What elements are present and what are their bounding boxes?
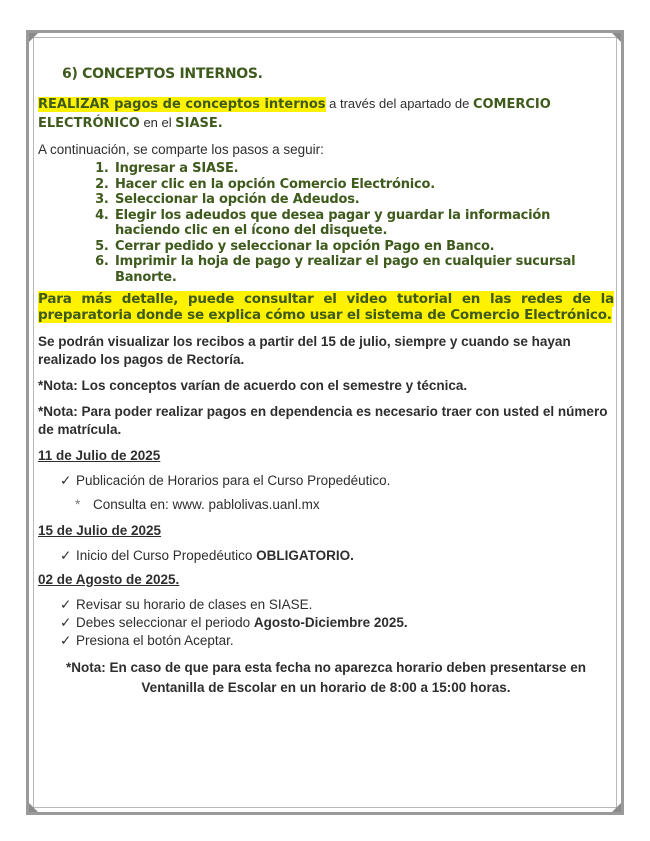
matricula-note: *Nota: Para poder realizar pagos en dependencia es necesario traer con usted el número de matrícula. (38, 404, 608, 437)
highlighted-text: REALIZAR pagos de conceptos internos (38, 97, 326, 112)
step-item: 4. Elegir los adeudos que desea pagar y guardar la información haciendo clic en el ícono del disquete. (113, 208, 614, 239)
step-item: 3. Seleccionar la opción de Adeudos. (113, 192, 614, 208)
step-item: 1. Ingresar a SIASE. (113, 161, 614, 177)
step-item: 2. Hacer clic en la opción Comercio Electrónico. (113, 177, 614, 193)
checklist-item: ✓ Inicio del Curso Propedéutico OBLIGATORIO. (60, 548, 354, 563)
corner-ornament-icon (29, 803, 38, 812)
date-heading: 11 de Julio de 2025 (38, 448, 161, 463)
sub-item: * Consulta en: www. pablolivas.uanl.mx (75, 497, 320, 512)
checkmark-icon: ✓ (60, 633, 72, 648)
checklist (38, 472, 614, 490)
asterisk-icon: * (75, 497, 81, 512)
document-content (38, 66, 614, 698)
section-heading: 6) CONCEPTOS INTERNOS. (62, 66, 263, 82)
steps-list (38, 161, 614, 285)
corner-ornament-icon (612, 33, 621, 42)
checkmark-icon: ✓ (60, 597, 72, 612)
step-item: 5. Cerrar pedido y seleccionar la opción Pago en Banco. (113, 239, 614, 255)
checklist-item: ✓ Presiona el botón Aceptar. (60, 633, 234, 648)
date-heading: 02 de Agosto de 2025. (38, 572, 180, 587)
checklist (38, 547, 614, 565)
checklist-item: ✓ Publicación de Horarios para el Curso Propedéutico. (60, 473, 391, 488)
corner-ornament-icon (29, 33, 38, 42)
date-heading: 15 de Julio de 2025 (38, 523, 162, 538)
checkmark-icon: ✓ (60, 473, 72, 488)
step-item: 6. Imprimir la hoja de pago y realizar el pago en cualquier sucursal Banorte. (113, 254, 614, 285)
intro-paragraph: REALIZAR pagos de conceptos internos a través del apartado de COMERCIO ELECTRÓNICO en el SIASE. (38, 96, 551, 131)
corner-ornament-icon (612, 803, 621, 812)
checkmark-icon: ✓ (60, 548, 72, 563)
final-note: *Nota: En caso de que para esta fecha no aparezca horario deben presentarse en Ventanilla de Escolar en un horario de 8:00 a 15:00 horas. (66, 660, 586, 695)
steps-intro: A continuación, se comparte los pasos a seguir: (38, 142, 324, 157)
checklist-item: ✓ Debes seleccionar el periodo Agosto-Diciembre 2025. (60, 615, 408, 630)
checklist-item: ✓ Revisar su horario de clases en SIASE. (60, 597, 313, 612)
checklist (38, 596, 614, 650)
concepts-note: *Nota: Los conceptos varían de acuerdo con el semestre y técnica. (38, 378, 468, 393)
checkmark-icon: ✓ (60, 615, 72, 630)
receipts-note: Se podrán visualizar los recibos a partir del 15 de julio, siempre y cuando se hayan realizado los pagos de Rectoría. (38, 334, 571, 367)
tutorial-note: Para más detalle, puede consultar el video tutorial en las redes de la preparatoria donde se explica cómo usar el sistema de Comercio Electrónico. (38, 291, 614, 323)
